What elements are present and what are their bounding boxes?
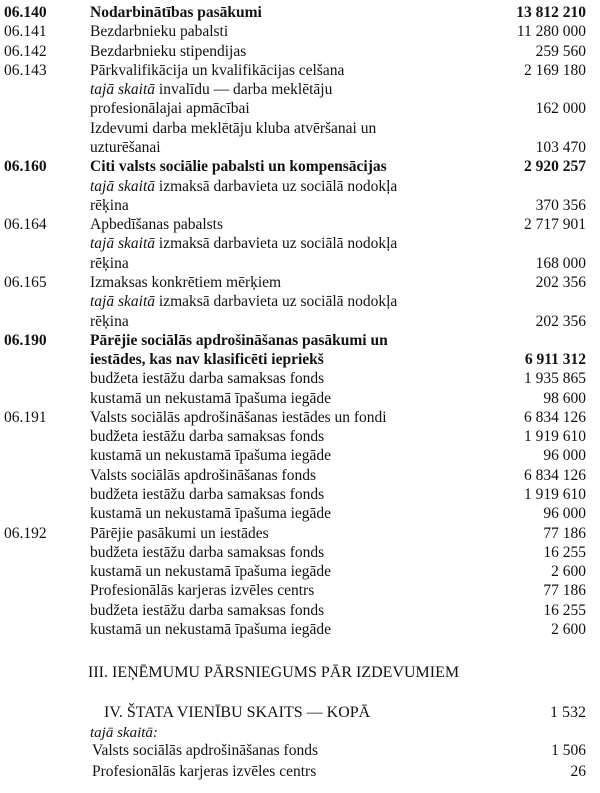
row-label-text: izmaksā darbavieta uz sociālā nodokļa: [155, 235, 398, 253]
row-amount: 370 356: [535, 196, 586, 214]
row-label: budžeta iestāžu darba samaksas fonds: [90, 486, 325, 503]
row-amount: 2 600: [551, 563, 586, 581]
row-amount: 96 000: [543, 505, 586, 523]
row-label: Pārkvalifikācija un kvalifikācijas celšana: [90, 61, 345, 79]
row-label: Izmaksas konkrētiem mērķiem: [90, 273, 282, 291]
row-code: 06.192: [4, 524, 47, 542]
row-code: 06.190: [4, 331, 47, 349]
table-row: [0, 621, 600, 643]
row-amount: 259 560: [535, 42, 586, 60]
section-4-row-amount: 26: [570, 763, 586, 780]
row-label: Bezdarbnieku stipendijas: [90, 42, 247, 60]
row-code: 06.141: [4, 23, 47, 41]
row-amount: 16 255: [543, 543, 586, 561]
row-label: budžeta iestāžu darba samaksas fonds: [90, 543, 325, 561]
row-label: rēķina: [90, 312, 129, 330]
row-amount: 2 600: [551, 621, 586, 638]
row-label: Valsts sociālās apdrošināšanas iestādes un fondi: [90, 408, 387, 426]
row-label: rēķina: [90, 254, 129, 272]
row-amount: 6 911 312: [524, 351, 586, 368]
section-4-row-amount: 1 506: [551, 742, 586, 759]
row-label: Profesionālās karjeras izvēles centrs: [90, 582, 315, 600]
row-amount: 2 717 901: [524, 216, 586, 234]
row-label: [90, 178, 397, 196]
row-amount: 6 834 126: [524, 466, 586, 484]
row-label: Apbedīšanas pabalsts: [90, 216, 224, 234]
row-amount: 13 812 210: [516, 4, 586, 21]
row-label-prefix: tajā skaitā: [90, 293, 156, 311]
row-amount: 6 834 126: [524, 408, 586, 426]
row-amount: 1 935 865: [524, 370, 586, 388]
row-label: iestādes, kas nav klasificēti iepriekš: [90, 351, 324, 368]
row-amount: 103 470: [535, 139, 586, 156]
row-amount: 11 280 000: [516, 23, 586, 41]
section-3-heading: III. IEŅĒMUMU PĀRSNIEGUMS PĀR IZDEVUMIEM: [88, 664, 460, 681]
row-label: profesionālajai apmācībai: [90, 100, 250, 118]
row-label: Nodarbinātības pasākumi: [90, 4, 262, 21]
row-label-prefix: tajā skaitā: [90, 81, 156, 99]
row-code: 06.191: [4, 408, 47, 426]
row-label: rēķina: [90, 196, 129, 214]
row-label: Valsts sociālās apdrošināšanas fonds: [90, 466, 316, 484]
row-amount: 98 600: [543, 389, 586, 407]
row-amount: 96 000: [543, 447, 586, 465]
row-label-prefix: tajā skaitā: [90, 177, 156, 195]
row-label: Bezdarbnieku pabalsti: [90, 23, 229, 41]
row-label: kustamā un nekustamā īpašuma iegāde: [90, 447, 332, 465]
row-label: kustamā un nekustamā īpašuma iegāde: [90, 389, 332, 407]
row-amount: 168 000: [535, 254, 586, 272]
row-label: Citi valsts sociālie pabalsti un kompensācijas: [90, 158, 387, 176]
row-label-prefix: tajā skaitā: [90, 235, 156, 253]
row-label: Izdevumi darba meklētāju kluba atvēršanai un: [90, 119, 377, 137]
row-label: kustamā un nekustamā īpašuma iegāde: [90, 505, 332, 523]
row-label: kustamā un nekustamā īpašuma iegāde: [90, 621, 332, 638]
section-4-total: 1 532: [550, 704, 586, 721]
row-label-text: izmaksā darbavieta uz sociālā nodokļa: [155, 293, 398, 311]
section-4-row-label: Valsts sociālās apdrošināšanas fonds: [92, 742, 318, 759]
row-label: budžeta iestāžu darba samaksas fonds: [90, 601, 325, 619]
row-amount: 202 356: [535, 273, 586, 291]
row-amount: 77 186: [543, 524, 586, 542]
row-code: 06.143: [4, 61, 47, 79]
row-amount: 1 919 610: [524, 486, 586, 503]
row-code: 06.140: [4, 4, 47, 21]
row-label: [90, 235, 397, 253]
row-code: 06.142: [4, 42, 47, 60]
row-label: budžeta iestāžu darba samaksas fonds: [90, 370, 325, 388]
row-label: kustamā un nekustamā īpašuma iegāde: [90, 563, 332, 581]
row-amount: 202 356: [535, 312, 586, 330]
row-code: 06.164: [4, 216, 47, 234]
row-amount: 2 169 180: [524, 61, 586, 79]
row-label: Pārējie sociālās apdrošināšanas pasākumi un: [90, 331, 388, 349]
row-label-text: izmaksā darbavieta uz sociālā nodokļa: [155, 177, 398, 195]
row-amount: 77 186: [543, 582, 586, 600]
row-label: [90, 293, 397, 311]
section-4-row-label: Profesionālās karjeras izvēles centrs: [92, 763, 317, 780]
row-label: uzturēšanai: [90, 139, 161, 156]
section-4-subheading: tajā skaitā:: [90, 725, 158, 741]
row-label: Pārējie pasākumi un iestādes: [90, 524, 269, 542]
row-label-text: invalīdu — darba meklētāju: [155, 81, 333, 99]
row-label: [90, 81, 332, 99]
row-label: budžeta iestāžu darba samaksas fonds: [90, 428, 325, 446]
row-code: 06.165: [4, 273, 47, 291]
row-amount: 162 000: [535, 100, 586, 118]
section-4-heading: IV. ŠTATA VIENĪBU SKAITS — KOPĀ: [104, 704, 371, 721]
row-amount: 2 920 257: [524, 158, 586, 176]
row-amount: 1 919 610: [524, 428, 586, 446]
row-code: 06.160: [4, 158, 47, 176]
row-amount: 16 255: [543, 601, 586, 619]
